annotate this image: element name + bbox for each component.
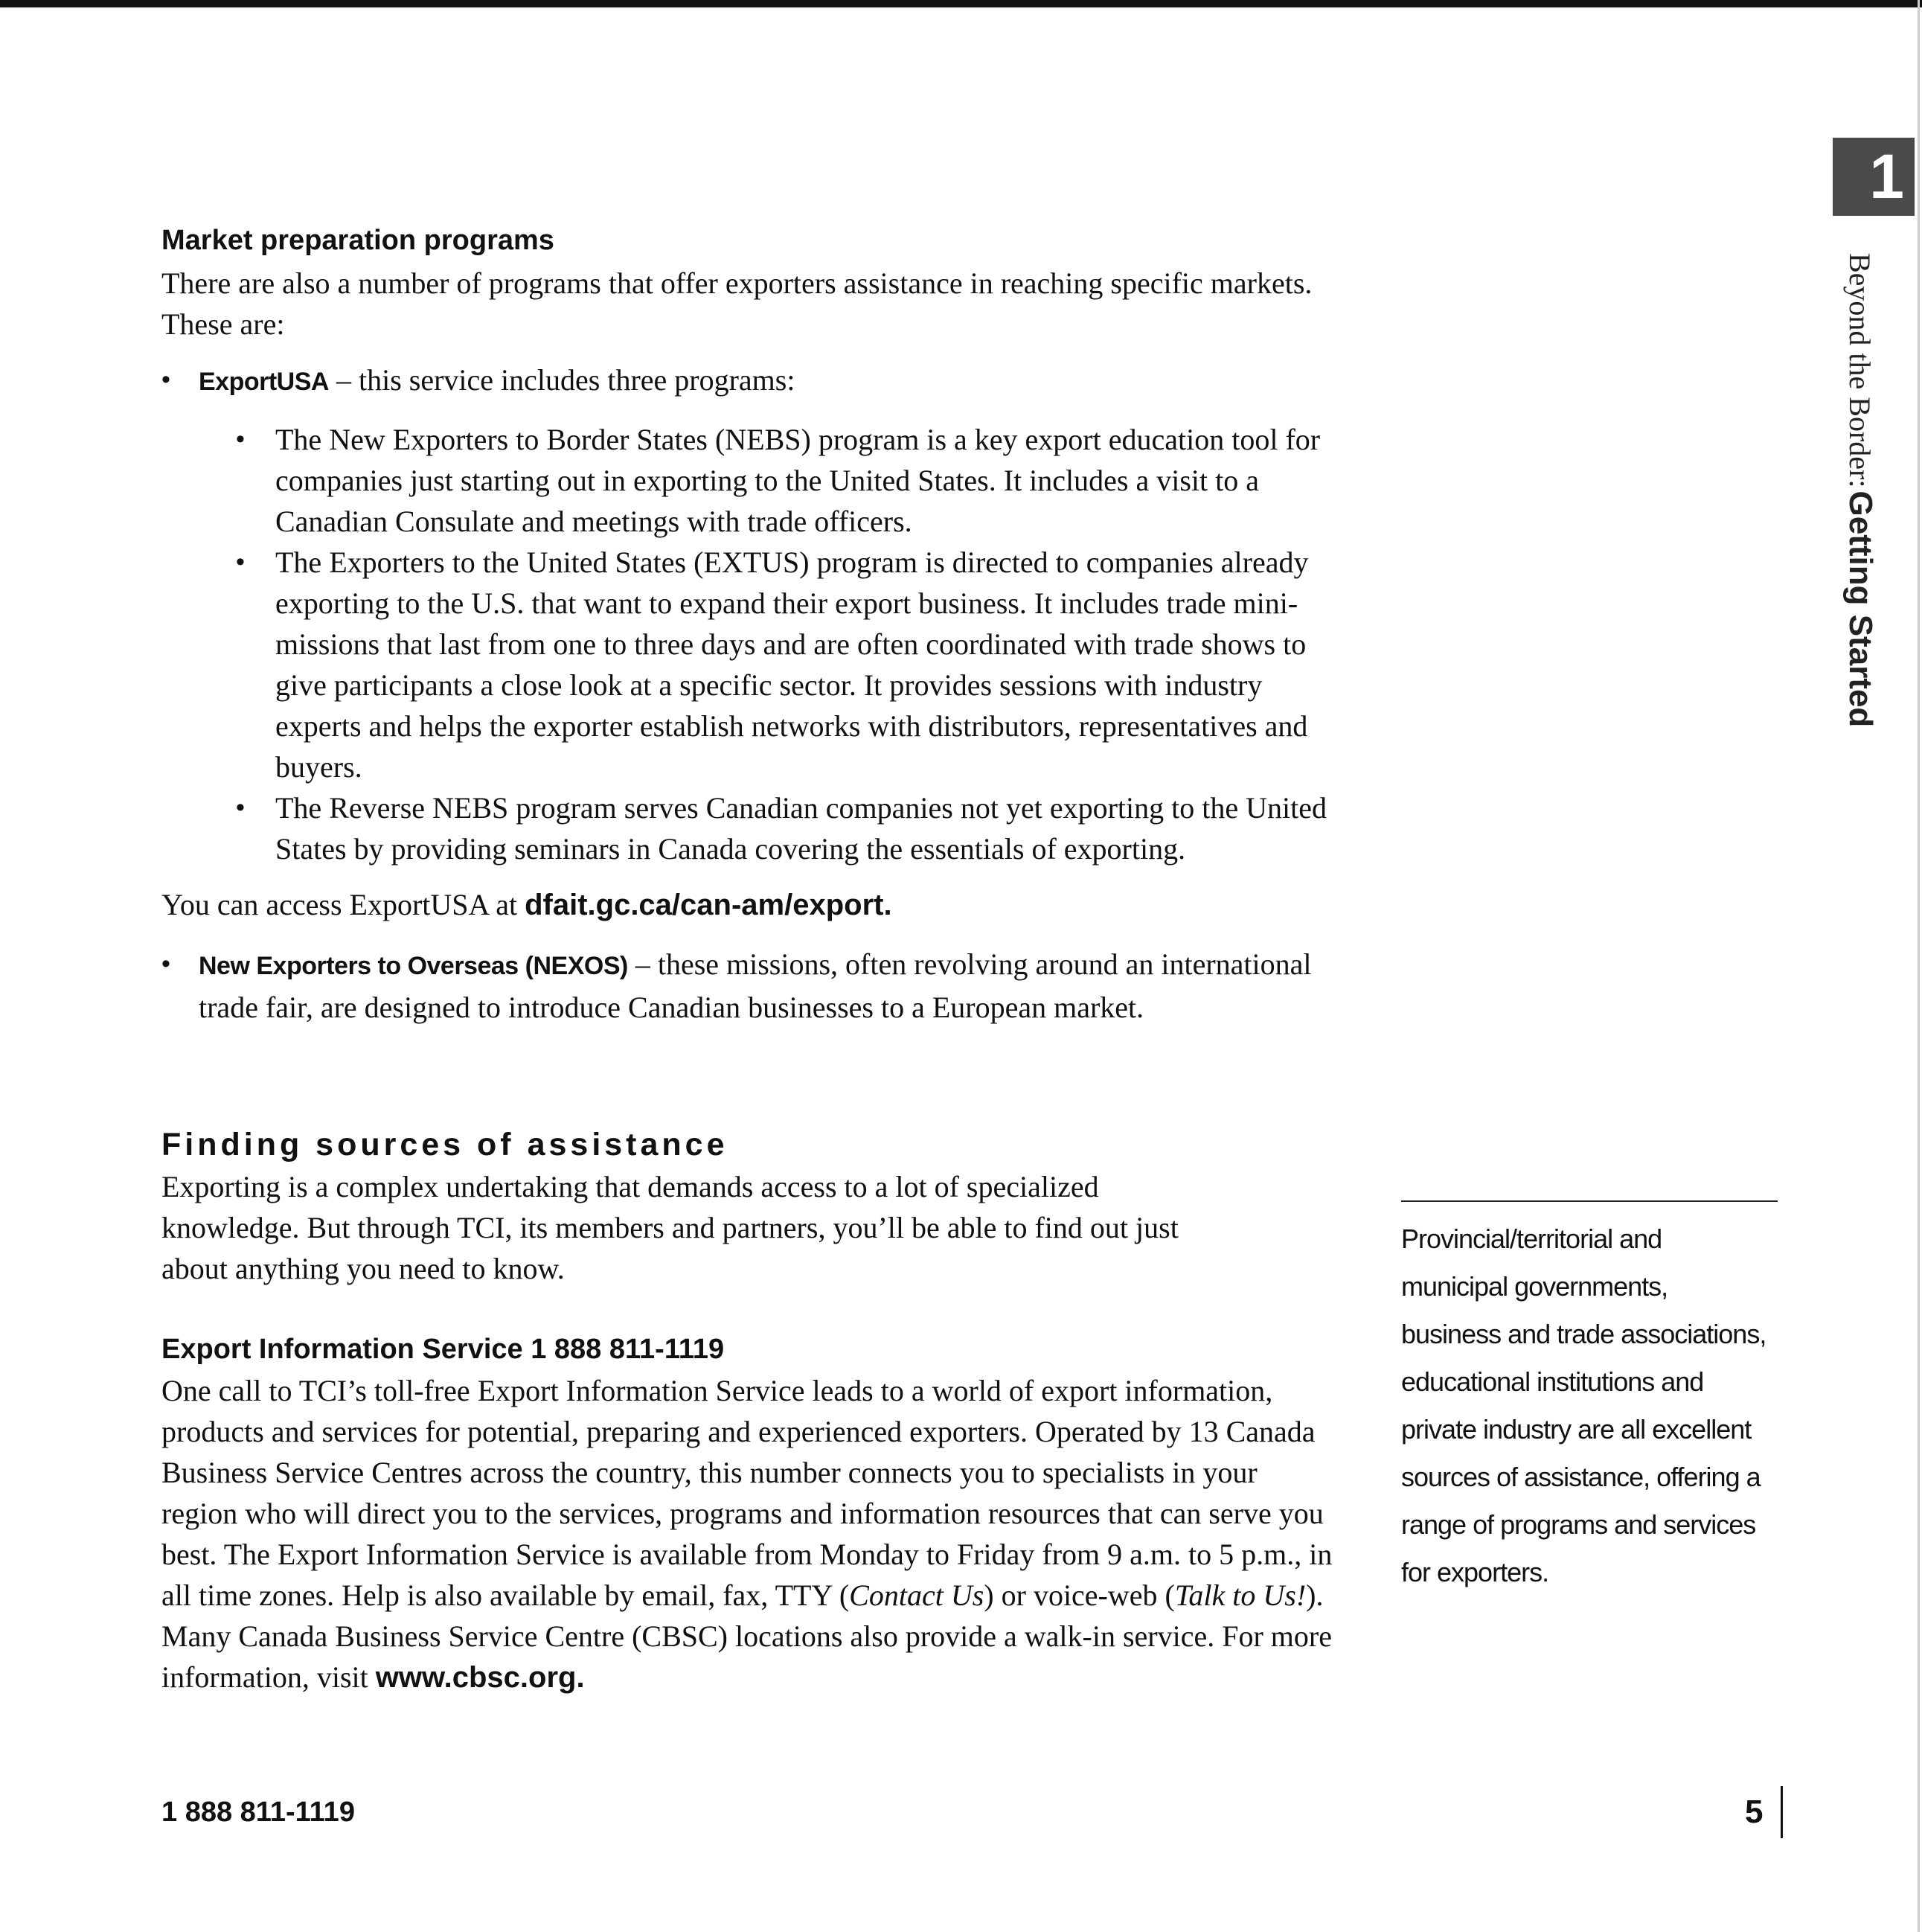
assistance-intro: Exporting is a complex undertaking that demands access to a lot of specialized knowledge. But through TCI, its members and partners, you’ll be able to find out just about anything you need to know.: [161, 1170, 1179, 1285]
paragraph-text-3: ). Many Canada Business Service Centre (CBSC) locations also provide a walk-in service. For more information, visit: [161, 1578, 1332, 1694]
section-heading-assistance: Finding sources of assistance: [161, 1127, 728, 1162]
exportusa-access: [161, 884, 1337, 926]
sub-item-extus: • The Exporters to the United States (EXTUS) program is directed to companies already exporting to the U.S. that want to expand their export business. It includes trade mini-missions that last from one to three days and are often coordinated with trade shows to give participants a close look at a specific sector. It provides sessions with industry experts and helps the exporter establish networks with distributors, representatives and buyers.: [236, 542, 1337, 787]
top-border-rule: [0, 0, 1922, 7]
sidebar-rule: [1401, 1200, 1778, 1202]
contact-us-italic: Contact Us: [849, 1578, 984, 1612]
sub-item-nebs: • The New Exporters to Border States (NEBS) program is a key export education tool for companies just starting out in exporting to the United States. It includes a visit to a Canadian Consulate and meetings with trade officers.: [236, 419, 1337, 542]
program-list: [161, 359, 1337, 869]
sidebar-callout: [1401, 1200, 1773, 1596]
exportusa-text: – this service includes three programs:: [328, 363, 795, 397]
chapter-number: 1: [1869, 141, 1904, 211]
list-item-nexos: [161, 944, 1337, 1028]
page-number: 5: [1745, 1794, 1764, 1830]
program-list-2: [161, 944, 1337, 1028]
right-edge-rule: [1918, 0, 1920, 1932]
chapter-tab: [1833, 138, 1915, 216]
market-prep-intro: There are also a number of programs that offer exporters assistance in reaching specific markets. These are:: [161, 266, 1313, 341]
nexos-text: – these missions, often revolving around an international trade fair, are designed to introduce Canadian businesses to a European market.: [199, 947, 1312, 1024]
side-title-book: Beyond the Border:: [1843, 253, 1877, 488]
running-side-title: [1842, 253, 1879, 997]
export-info-paragraph: [161, 1370, 1337, 1698]
main-content: [161, 222, 1337, 1698]
paragraph-text-1: One call to TCI’s toll-free Export Information Service leads to a world of export information, products and services for potential, preparing and experienced exporters. Operated by 13 Canada Business Service Centres across the country, this number connects you to specialists in your region who will direct you to the services, programs and information resources that can serve you best. The Export Information Service is available from Monday to Friday from 9 a.m. to 5 p.m., in all time zones. Help is also available by email, fax, TTY (: [161, 1374, 1333, 1612]
section-heading-market-prep: Market preparation programs: [161, 225, 554, 256]
sub-heading-export-info: Export Information Service 1 888 811-1119: [161, 1334, 725, 1365]
talk-to-us-italic: Talk to Us!: [1174, 1578, 1307, 1612]
cbsc-link[interactable]: www.cbsc.org.: [375, 1661, 585, 1694]
list-item-exportusa: [161, 359, 1337, 869]
sidebar-text: Provincial/territorial and municipal governments, business and trade associations, educational institutions and private industry are all excellent sources of assistance, offering a range of programs and services for exporters.: [1401, 1224, 1766, 1587]
paragraph-text-2: ) or voice-web (: [984, 1578, 1175, 1612]
access-text: You can access ExportUSA at: [161, 888, 525, 921]
page-number-bar: [1781, 1786, 1783, 1838]
exportusa-label: ExportUSA: [199, 368, 329, 396]
sub-item-reverse-nebs: • The Reverse NEBS program serves Canadian companies not yet exporting to the United States by providing seminars in Canada covering the essentials of exporting.: [236, 787, 1337, 869]
side-title-chapter: Getting Started: [1842, 490, 1879, 728]
exportusa-sub-list: [236, 419, 1337, 869]
footer-phone: 1 888 811-1119: [161, 1797, 355, 1828]
nexos-label: New Exporters to Overseas (NEXOS): [199, 952, 628, 980]
exportusa-link[interactable]: dfait.gc.ca/can-am/export.: [525, 889, 892, 921]
